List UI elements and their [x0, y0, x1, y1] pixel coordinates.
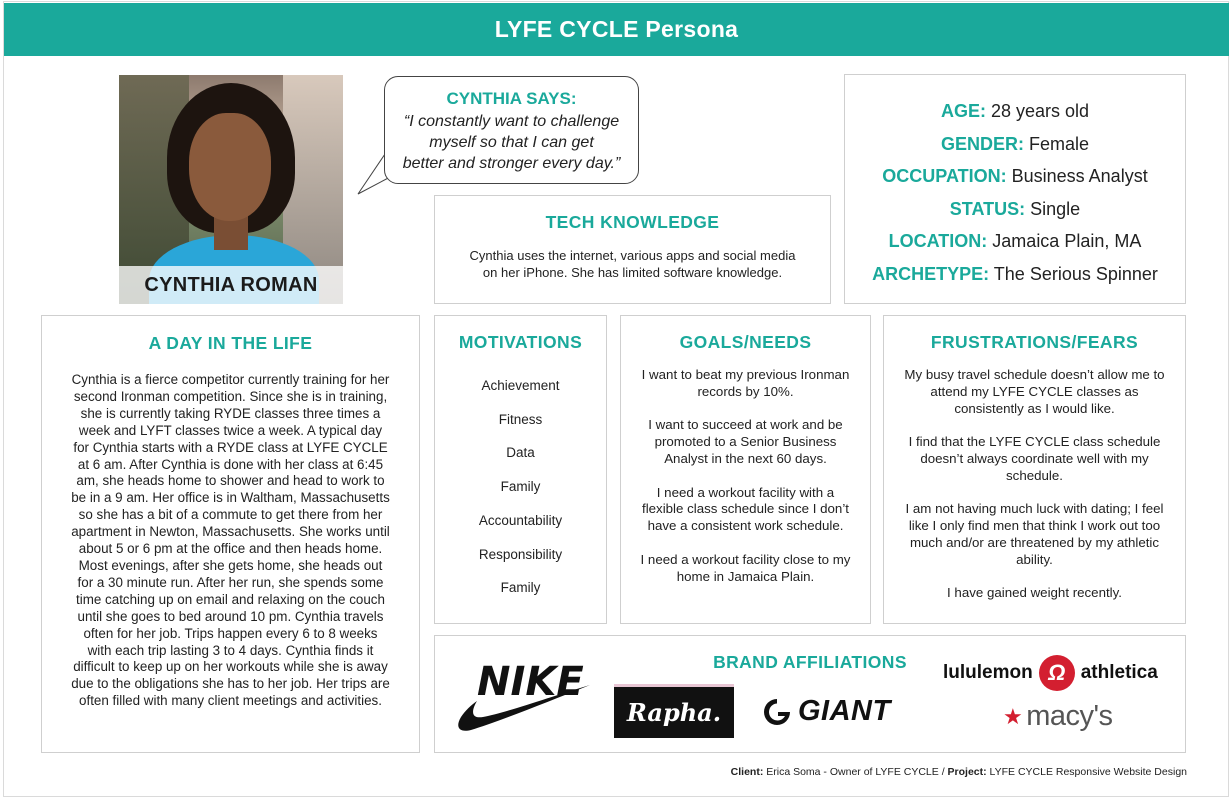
svg-text:NIKE: NIKE: [477, 659, 584, 705]
athletica-wordmark: athletica: [1080, 662, 1158, 683]
list-item: I need a workout facility with a flexible class schedule since I don’t have a consistent work schedule.: [642, 484, 849, 534]
quote-label: CYNTHIA SAYS:: [446, 89, 577, 108]
list-item: Responsibility: [478, 546, 563, 562]
profile-occupation: OCCUPATION: Business Analyst: [882, 166, 1148, 186]
lululemon-wordmark: lululemon: [943, 662, 1033, 683]
motivations-box: [434, 315, 607, 624]
macys-wordmark: macy's: [1026, 700, 1113, 732]
list-item: Data: [506, 445, 535, 461]
tech-knowledge-box: [434, 195, 831, 304]
day-heading: A DAY IN THE LIFE: [148, 333, 313, 353]
profile-box: [844, 74, 1186, 304]
persona-name: CYNTHIA ROMAN: [119, 266, 343, 304]
giant-mark-icon: [760, 697, 794, 727]
day-in-life-box: [41, 315, 420, 753]
goals-box: [620, 315, 871, 624]
persona-photo: [119, 75, 343, 304]
page-title: LYFE CYCLE Persona: [4, 3, 1229, 56]
list-item: Accountability: [478, 512, 563, 528]
list-item: I have gained weight recently.: [947, 585, 1122, 601]
profile-archetype: ARCHETYPE: The Serious Spinner: [872, 263, 1158, 284]
list-item: I need a workout facility close to my home in Jamaica Plain.: [640, 551, 851, 584]
profile-age: AGE: 28 years old: [940, 101, 1090, 121]
tech-text: Cynthia uses the internet, various apps and social media on her iPhone. She has limited software knowledge.: [469, 248, 796, 280]
macys-logo: [1003, 700, 1113, 733]
profile-gender: GENDER: Female: [940, 133, 1090, 154]
list-item: Family: [500, 479, 541, 495]
list-item: Achievement: [481, 378, 560, 393]
goals-heading: GOALS/NEEDS: [679, 332, 812, 352]
fears-box: [883, 315, 1186, 624]
quote-bubble: [384, 76, 639, 184]
lululemon-logo: [943, 655, 1158, 691]
tech-heading: TECH KNOWLEDGE: [545, 212, 720, 232]
footer-credit: Client: Erica Soma - Owner of LYFE CYCLE / Project: LYFE CYCLE Responsive Website Design: [730, 766, 1187, 778]
lululemon-mark-icon: Ω: [1039, 655, 1075, 691]
list-item: My busy travel schedule doesn’t allow me to attend my LYFE CYCLE classes as consistently as I would like.: [904, 367, 1165, 416]
giant-logo: [760, 695, 891, 728]
day-text: Cynthia is a fierce competitor currently training for her second Ironman competition. Since she is in training, she is currently taking RYDE classes three times a week and LYFT classes twice a week. A typical day for Cynthia starts with a RYDE class at LYFE CYCLE at 6 am. After Cynthia is done with her class at 6:45 am, she heads home to shower and head to work to be in a 9 am. Her office is in Waltham, Massachusetts so she has a bit of a commute to get there from her apartment in Newton, Massachusetts. She works until about 5 or 6 pm at the office and then heads home. Most evenings, after she gets home, she heads out for a 30 minute run. After her run, she spends some time catching up on email and relaxing on the couch until she goes to bed around 10 pm. Cynthia travels often for her job. Trips happen every 6 to 8 weeks with each trip lasting 3 to 4 days. Cynthia finds it difficult to keep up on her workouts while she is away due to the obligations she has to her job. Her trips are often filled with many client meetings and activities.: [71, 372, 390, 709]
fears-heading: FRUSTRATIONS/FEARS: [930, 332, 1139, 352]
list-item: I am not having much luck with dating; I feel like I only find men that think I work out too much and/or are threatened by my athletic ability.: [905, 501, 1164, 567]
brands-heading: BRAND AFFILIATIONS: [713, 652, 907, 672]
list-item: I want to beat my previous Ironman records by 10%.: [641, 367, 850, 399]
motivations-heading: MOTIVATIONS: [458, 332, 583, 352]
list-item: Family: [500, 580, 541, 596]
list-item: I find that the LYFE CYCLE class schedule doesn’t always coordinate well with my schedule.: [908, 434, 1161, 483]
star-icon: ★: [1003, 703, 1023, 729]
profile-status: STATUS: Single: [949, 198, 1081, 219]
profile-location: LOCATION: Jamaica Plain, MA: [888, 231, 1142, 251]
list-item: I want to succeed at work and be promoted to a Senior Business Analyst in the next 60 days.: [648, 417, 843, 466]
rapha-logo: Rapha.: [614, 684, 734, 738]
list-item: Fitness: [498, 411, 543, 427]
quote-text: “I constantly want to challenge myself so that I can get better and stronger every day.”: [402, 113, 621, 172]
nike-logo: [455, 655, 595, 735]
giant-wordmark: GIANT: [798, 695, 891, 727]
